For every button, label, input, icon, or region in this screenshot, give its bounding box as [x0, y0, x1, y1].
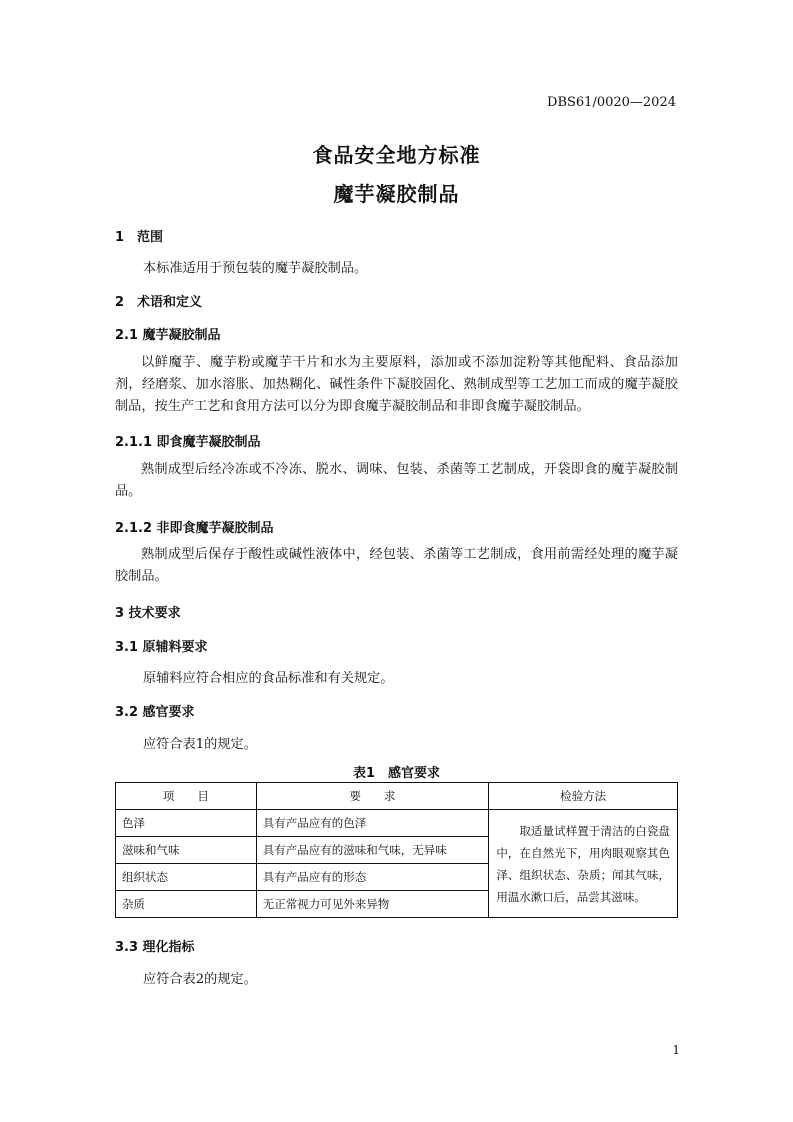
standard-code: DBS61/0020—2024	[547, 95, 676, 110]
table-header-item: 项 目	[116, 783, 257, 810]
section-2-1-2-text: 熟制成型后保存于酸性或碱性液体中，经包装、杀菌等工艺制成，食用前需经处理的魔芋凝胶制品。	[115, 547, 678, 584]
section-1-text: 本标准适用于预包装的魔芋凝胶制品。	[143, 261, 368, 276]
section-3-1-text: 原辅料应符合相应的食品标准和有关规定。	[143, 671, 394, 686]
table-cell-item: 色泽	[116, 810, 257, 837]
section-2-1-2-heading: 2.1.2 非即食魔芋凝胶制品	[115, 521, 274, 536]
table-cell-item: 组织状态	[116, 864, 257, 891]
section-1-heading: 1 范围	[115, 230, 164, 245]
table-cell-item: 滋味和气味	[116, 837, 257, 864]
section-3-2-text: 应符合表1的规定。	[143, 737, 257, 752]
section-2-1-1-heading: 2.1.1 即食魔芋凝胶制品	[115, 435, 261, 450]
section-2-heading: 2 术语和定义	[115, 295, 203, 310]
table-header-requirement: 要 求	[256, 783, 489, 810]
section-2-1-1-text: 熟制成型后经冷冻或不冷冻、脱水、调味、包装、杀菌等工艺制成，开袋即食的魔芋凝胶制品。	[115, 462, 678, 499]
section-3-1-heading: 3.1 原辅料要求	[115, 640, 208, 655]
section-2-1-text: 以鲜魔芋、魔芋粉或魔芋干片和水为主要原料，添加或不添加淀粉等其他配料、食品添加剂，经磨浆、加水溶胀、加热糊化、碱性条件下凝胶固化、熟制成型等工艺加工而成的魔芋凝胶制品，按生产工艺和食用方法可以分为即食魔芋凝胶制品和非即食魔芋凝胶制品。	[115, 355, 678, 414]
table-row	[116, 810, 678, 837]
table-cell-requirement: 具有产品应有的形态	[256, 864, 489, 891]
table-header-row	[116, 783, 678, 810]
page-number: 1	[672, 1043, 680, 1057]
document-subtitle: 魔芋凝胶制品	[333, 182, 460, 206]
section-3-heading: 3 技术要求	[115, 606, 181, 621]
table-cell-requirement: 具有产品应有的色泽	[256, 810, 489, 837]
table-cell-requirement: 具有产品应有的滋味和气味，无异味	[256, 837, 489, 864]
table-cell-method: 取适量试样置于清洁的白瓷盘中，在自然光下，用肉眼观察其色泽、组织状态、杂质；闻其气味，用温水漱口后，品尝其滋味。	[489, 810, 678, 918]
section-2-1-heading: 2.1 魔芋凝胶制品	[115, 328, 221, 343]
document-title: 食品安全地方标准	[312, 143, 481, 167]
table-header-method: 检验方法	[489, 783, 678, 810]
section-3-3-heading: 3.3 理化指标	[115, 940, 195, 955]
table-1-caption: 表1 感官要求	[352, 766, 441, 781]
section-3-3-text: 应符合表2的规定。	[143, 972, 257, 987]
table-cell-requirement: 无正常视力可见外来异物	[256, 891, 489, 918]
table-cell-item: 杂质	[116, 891, 257, 918]
section-3-2-heading: 3.2 感官要求	[115, 705, 195, 720]
table-1-sensory-requirements	[115, 782, 678, 918]
